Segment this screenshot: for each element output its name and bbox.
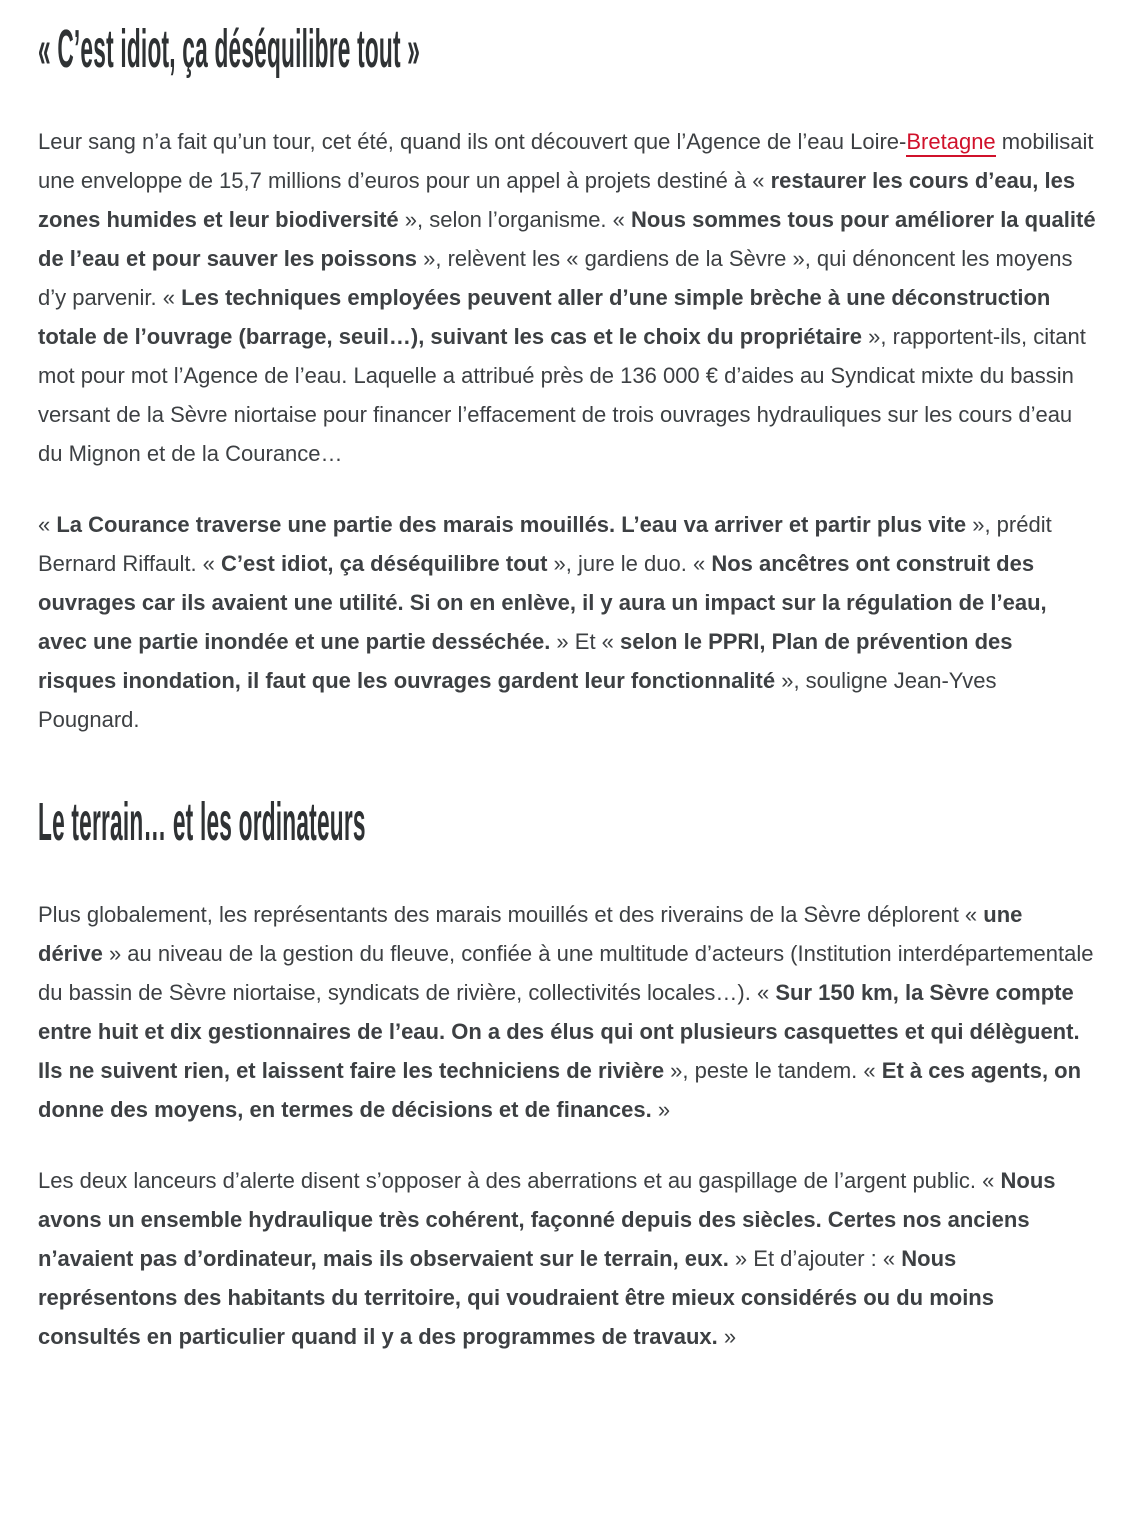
section-cest-idiot [38,18,1096,739]
text-run: mobilisait une enveloppe de 15,7 millions d’euros pour un appel à projets destiné à « [38,129,1094,193]
text-run: Plus globalement, les représentants des marais mouillés et des riverains de la Sèvre déplorent « [38,902,984,927]
quote-bold-run: Et à ces agents, on donne des moyens, en termes de décisions et de finances. [38,1058,1082,1122]
paragraph [38,1161,1096,1356]
section-heading-text: « C’est idiot, ça déséquilibre tout » [38,19,421,79]
paragraph [38,122,1096,473]
text-run: », jure le duo. « [547,551,712,576]
text-run: « [38,512,57,537]
text-run: » [717,1324,737,1349]
text-run: », souligne Jean-Yves Pougnard. [38,668,997,732]
quote-bold-run: selon le PPRI, Plan de prévention des risques inondation, il faut que les ouvrages gardent leur fonctionnalité [38,629,1013,693]
text-run: » Et « [550,629,621,654]
quote-bold-run: C’est idiot, ça déséquilibre tout [221,551,548,576]
text-run: Les deux lanceurs d’alerte disent s’opposer à des aberrations et au gaspillage de l’argent public. « [38,1168,1001,1193]
paragraph [38,895,1096,1129]
quote-bold-run: Les techniques employées peuvent aller d’une simple brèche à une déconstruction totale de l’ouvrage (barrage, seuil…), suivant les cas et le choix du propriétaire [38,285,1051,349]
text-run: » au niveau de la gestion du fleuve, confiée à une multitude d’acteurs (Institution interdépartementale du bassin de Sèvre niortaise, syndicats de rivière, collectivités locales…). « [38,941,1094,1005]
quote-bold-run: une dérive [38,902,1023,966]
section-heading [38,18,1096,80]
text-run: » Et d’ajouter : « [728,1246,902,1271]
section-heading-text: Le terrain… et les ordinateurs [38,792,366,852]
text-run: » [651,1097,671,1122]
section-le-terrain [38,791,1096,1356]
article-body [38,18,1096,1356]
quote-bold-run: Sur 150 km, la Sèvre compte entre huit et dix gestionnaires de l’eau. On a des élus qui ont plusieurs casquettes et qui délèguent. Ils ne suivent rien, et laissent faire les techniciens de rivière [38,980,1080,1083]
text-run: », peste le tandem. « [664,1058,882,1083]
quote-bold-run: Nous avons un ensemble hydraulique très cohérent, façonné depuis des siècles. Certes nos anciens n’avaient pas d’ordinateur, mais ils observaient sur le terrain, eux. [38,1168,1056,1271]
text-run: Leur sang n’a fait qu’un tour, cet été, quand ils ont découvert que l’Agence de l’eau Loire- [38,129,907,154]
text-run: », prédit Bernard Riffault. « [38,512,1052,576]
quote-bold-run: Nous sommes tous pour améliorer la qualité de l’eau et pour sauver les poissons [38,207,1096,271]
paragraph [38,505,1096,739]
text-run: », rapportent-ils, citant mot pour mot l’Agence de l’eau. Laquelle a attribué près de 136 000 € d’aides au Syndicat mixte du bassin versant de la Sèvre niortaise pour financer l’effacement de trois ouvrages hydrauliques sur les cours d’eau du Mignon et de la Courance… [38,324,1086,466]
text-run: », selon l’organisme. « [398,207,631,232]
link-bretagne[interactable]: Bretagne [906,129,995,157]
section-heading [38,791,1096,853]
text-run: », relèvent les « gardiens de la Sèvre », qui dénoncent les moyens d’y parvenir. « [38,246,1073,310]
quote-bold-run: Nous représentons des habitants du territoire, qui voudraient être mieux considérés ou du moins consultés en particulier quand il y a des programmes de travaux. [38,1246,994,1349]
quote-bold-run: restaurer les cours d’eau, les zones humides et leur biodiversité [38,168,1076,232]
quote-bold-run: La Courance traverse une partie des marais mouillés. L’eau va arriver et partir plus vite [56,512,967,537]
quote-bold-run: Nos ancêtres ont construit des ouvrages car ils avaient une utilité. Si on en enlève, il y aura un impact sur la régulation de l’eau, avec une partie inondée et une partie desséchée. [38,551,1047,654]
